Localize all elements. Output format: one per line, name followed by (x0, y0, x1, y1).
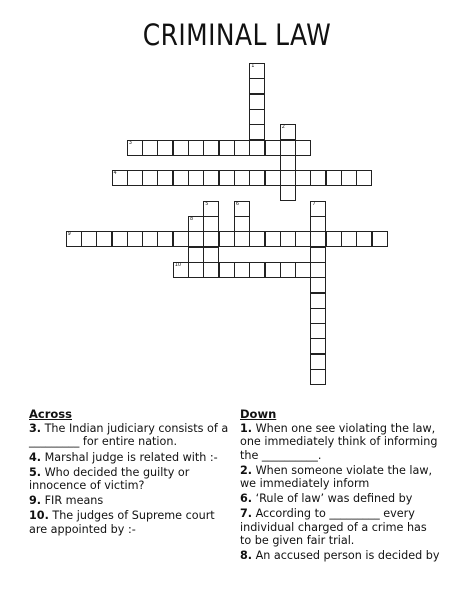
crossword-cell[interactable] (234, 216, 250, 232)
down-clue-7 (240, 507, 440, 547)
crossword-cell[interactable] (310, 293, 326, 309)
clue-text: Who decided the guilty or innocence of victim? (29, 465, 190, 493)
clue-number: 1. (240, 422, 253, 436)
down-clue-8 (240, 549, 440, 562)
crossword-cell[interactable] (249, 109, 265, 125)
crossword-cell[interactable] (280, 185, 296, 201)
crossword-cell[interactable] (341, 170, 357, 186)
clue-text: When one see violating the law, one immediately think of informing the __________. (240, 422, 438, 462)
clue-number: 8. (240, 549, 253, 563)
crossword-cell[interactable] (265, 170, 281, 186)
crossword-cell[interactable] (157, 231, 173, 247)
crossword-cell[interactable] (81, 231, 97, 247)
crossword-cell[interactable] (295, 140, 311, 156)
crossword-cell[interactable] (310, 308, 326, 324)
crossword-cell[interactable] (249, 231, 265, 247)
clue-number: 2. (240, 463, 253, 477)
crossword-cell[interactable] (249, 78, 265, 94)
crossword-cell[interactable] (249, 140, 265, 156)
crossword-cell[interactable] (280, 170, 296, 186)
crossword-cell[interactable] (280, 262, 296, 278)
crossword-cell[interactable] (173, 231, 189, 247)
crossword-cell[interactable] (295, 170, 311, 186)
crossword-cell[interactable] (310, 277, 326, 293)
crossword-cell[interactable] (142, 140, 158, 156)
clue-number: 6. (240, 492, 253, 506)
clue-number: 7. (240, 507, 253, 521)
cell-number: 3 (128, 139, 132, 146)
crossword-cell[interactable] (310, 369, 326, 385)
crossword-cell[interactable] (249, 170, 265, 186)
crossword-cell[interactable] (341, 231, 357, 247)
crossword-cell[interactable] (310, 262, 326, 278)
crossword-cell[interactable] (127, 170, 143, 186)
crossword-cell[interactable] (234, 231, 250, 247)
crossword-cell[interactable] (173, 262, 189, 278)
crossword-cell[interactable] (249, 124, 265, 140)
crossword-cell[interactable] (310, 231, 326, 247)
crossword-cell[interactable] (173, 170, 189, 186)
crossword-cell[interactable] (280, 124, 296, 140)
crossword-cell[interactable] (219, 262, 235, 278)
crossword-cell[interactable] (203, 231, 219, 247)
crossword-cell[interactable] (219, 231, 235, 247)
cell-number: 10 (174, 261, 182, 268)
cell-number: 2 (281, 124, 285, 131)
across-clue-9 (29, 494, 229, 507)
crossword-cell[interactable] (142, 231, 158, 247)
crossword-cell[interactable] (234, 262, 250, 278)
crossword-cell[interactable] (280, 155, 296, 171)
across-clues (29, 408, 229, 538)
down-clue-6 (240, 492, 440, 505)
crossword-cell[interactable] (112, 170, 128, 186)
crossword-cell[interactable] (265, 140, 281, 156)
crossword-cell[interactable] (372, 231, 388, 247)
crossword-cell[interactable] (295, 231, 311, 247)
crossword-cell[interactable] (249, 262, 265, 278)
clue-text: The judges of Supreme court are appointed by :- (29, 509, 215, 536)
cell-number: 4 (113, 170, 117, 177)
crossword-cell[interactable] (295, 262, 311, 278)
clue-text: ‘Rule of law’ was defined by (252, 492, 413, 506)
crossword-cell[interactable] (310, 201, 326, 217)
crossword-cell[interactable] (234, 201, 250, 217)
crossword-cell[interactable] (112, 231, 128, 247)
across-clue-5 (29, 466, 229, 492)
clue-text: FIR means (41, 494, 104, 508)
across-heading: Across (29, 407, 72, 421)
cell-number: 8 (190, 216, 194, 222)
crossword-cell[interactable] (310, 216, 326, 232)
clue-text: When someone violate the law, we immediately inform (240, 463, 433, 491)
crossword-cell[interactable] (188, 216, 204, 232)
crossword-cell[interactable] (188, 262, 204, 278)
crossword-cell[interactable] (203, 140, 219, 156)
crossword-cell[interactable] (219, 170, 235, 186)
cell-number: 9 (67, 231, 71, 238)
crossword-cell[interactable] (265, 262, 281, 278)
down-clue-2 (240, 464, 440, 490)
crossword-cell[interactable] (310, 247, 326, 263)
crossword-cell[interactable] (234, 140, 250, 156)
clue-number: 3. (29, 422, 42, 436)
crossword-cell[interactable] (280, 140, 296, 156)
cell-number: 1 (251, 63, 255, 69)
cell-number: 6 (235, 200, 240, 207)
clue-number: 4. (29, 450, 42, 464)
down-heading: Down (240, 407, 277, 421)
down-clues (240, 408, 440, 564)
across-clue-4 (29, 451, 229, 464)
crossword-cell[interactable] (203, 247, 219, 263)
crossword-cell[interactable] (188, 231, 204, 247)
crossword-cell[interactable] (310, 338, 326, 354)
crossword-cell[interactable] (234, 170, 250, 186)
puzzle-title: CRIMINAL LAW (142, 18, 332, 52)
clue-text: The Indian judiciary consists of a _________ for entire nation. (29, 422, 229, 449)
across-clue-3 (29, 422, 229, 448)
crossword-cell[interactable] (310, 354, 326, 370)
crossword-cell[interactable] (203, 201, 219, 217)
crossword-cell[interactable] (310, 170, 326, 186)
clue-text: According to _________ every individual charged of a crime has to be given fair trial. (240, 507, 427, 547)
crossword-cell[interactable] (356, 231, 372, 247)
clue-text: Marshal judge is related with :- (41, 450, 218, 464)
crossword-cell[interactable] (356, 170, 372, 186)
crossword-cell[interactable] (310, 323, 326, 339)
crossword-cell[interactable] (157, 140, 173, 156)
crossword-cell[interactable] (96, 231, 112, 247)
crossword-cell[interactable] (249, 94, 265, 110)
across-clue-10 (29, 509, 229, 535)
crossword-cell[interactable] (326, 231, 342, 247)
crossword-cell[interactable] (188, 247, 204, 263)
crossword-cell[interactable] (142, 170, 158, 186)
crossword-cell[interactable] (188, 170, 204, 186)
crossword-cell[interactable] (280, 231, 296, 247)
clue-text: An accused person is decided by (252, 549, 440, 563)
crossword-cell[interactable] (203, 262, 219, 278)
clue-number: 10. (29, 509, 49, 523)
crossword-cell[interactable] (127, 231, 143, 247)
crossword-cell[interactable] (157, 170, 173, 186)
crossword-cell[interactable] (265, 231, 281, 247)
clue-number: 5. (29, 465, 42, 479)
crossword-cell[interactable] (203, 216, 219, 232)
crossword-cell[interactable] (219, 140, 235, 156)
crossword-cell[interactable] (66, 231, 82, 247)
crossword-cell[interactable] (188, 140, 204, 156)
crossword-cell[interactable] (127, 140, 143, 156)
clue-number: 9. (29, 494, 42, 508)
crossword-cell[interactable] (173, 140, 189, 156)
crossword-cell[interactable] (249, 63, 265, 79)
down-clue-1 (240, 422, 440, 462)
crossword-cell[interactable] (326, 170, 342, 186)
cell-number: 5 (205, 200, 209, 207)
crossword-cell[interactable] (203, 170, 219, 186)
cell-number: 7 (312, 200, 316, 207)
